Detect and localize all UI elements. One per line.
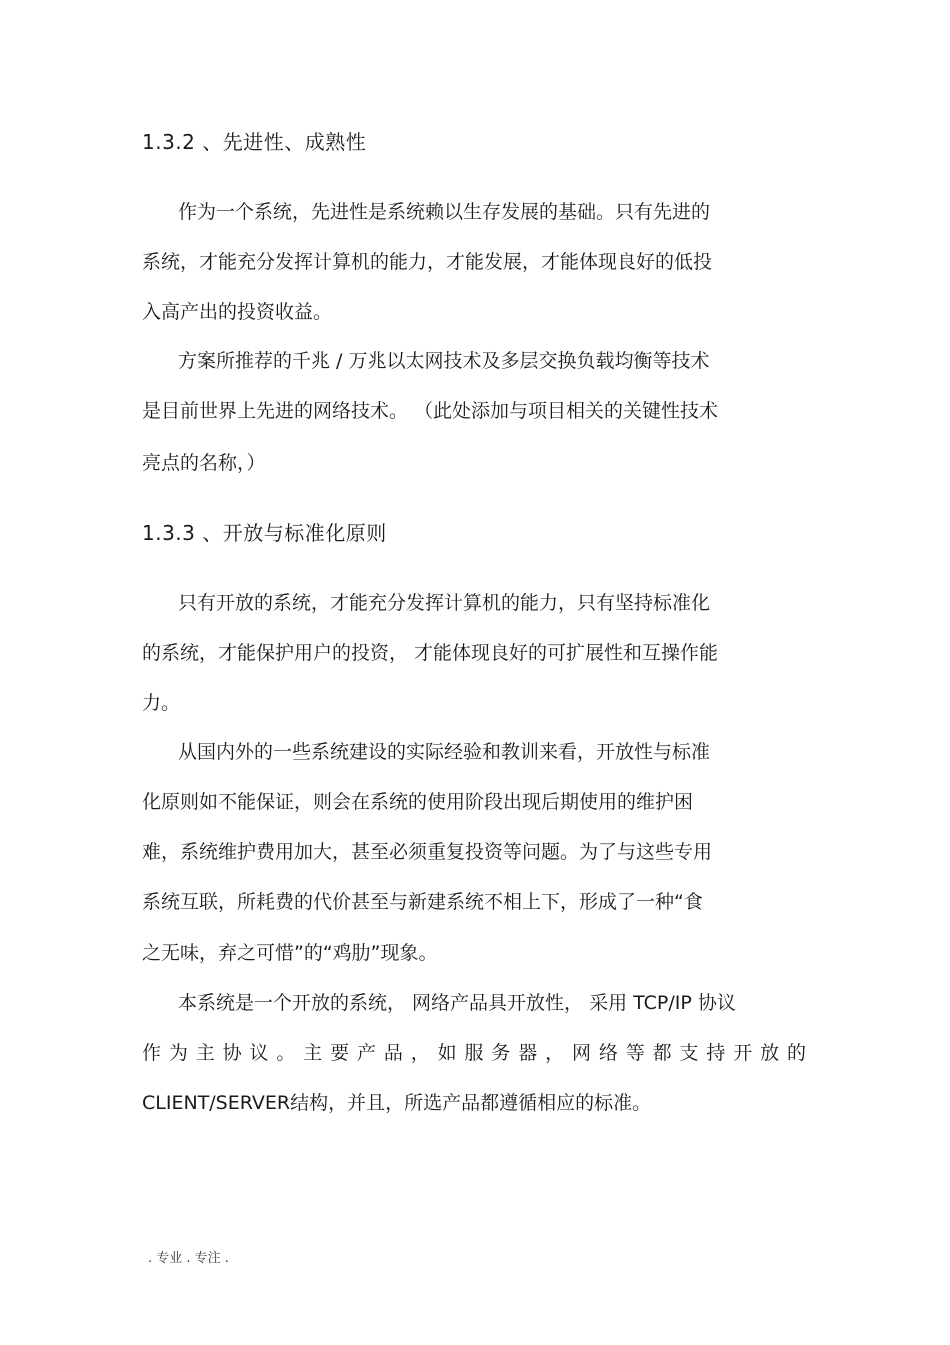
paragraph-line: 入高产出的投资收益。 [142, 301, 333, 323]
paragraph-line: 亮点的名称，） [142, 452, 266, 474]
paragraph-line: 系统互联，所耗费的代价甚至与新建系统不相上下，形成了一种“食 [142, 891, 703, 913]
paragraph-line: 系统，才能充分发挥计算机的能力，才能发展，才能体现良好的低投 [142, 251, 713, 273]
paragraph-line: 难，系统维护费用加大，甚至必须重复投资等问题。为了与这些专用 [142, 841, 713, 863]
paragraph-line: 方案所推荐的千兆 / 万兆以太网技术及多层交换负载均衡等技术 [178, 350, 710, 372]
paragraph-line: 是目前世界上先进的网络技术。 （此处添加与项目相关的关键性技术 [142, 400, 719, 422]
page-footer: . 专业 . 专注 . [148, 1251, 229, 1266]
paragraph-line: 的系统，才能保护用户的投资， 才能体现良好的可扩展性和互操作能 [142, 642, 719, 664]
paragraph-line: CLIENT/SERVER结构，并且，所选产品都遵循相应的标准。 [142, 1092, 652, 1114]
section-heading-1-3-3: 1.3.3 、开放与标准化原则 [142, 521, 387, 545]
section-heading-1-3-2: 1.3.2 、先进性、成熟性 [142, 130, 367, 154]
paragraph-line: 力。 [142, 692, 181, 714]
paragraph-line: 之无味，弃之可惜”的“鸡肋”现象。 [142, 942, 438, 964]
paragraph-line: 作 为 主 协 议 。 主 要 产 品 ， 如 服 务 器 ， 网 络 等 都 支 持 开 放 的 [142, 1042, 806, 1064]
paragraph-line: 从国内外的一些系统建设的实际经验和教训来看，开放性与标准 [178, 741, 711, 763]
paragraph-line: 只有开放的系统，才能充分发挥计算机的能力，只有坚持标准化 [178, 592, 711, 614]
paragraph-line: 本系统是一个开放的系统， 网络产品具开放性， 采用 TCP/IP 协议 [178, 992, 736, 1014]
paragraph-line: 化原则如不能保证，则会在系统的使用阶段出现后期使用的维护困 [142, 791, 694, 813]
paragraph-line: 作为一个系统，先进性是系统赖以生存发展的基础。只有先进的 [178, 201, 711, 223]
